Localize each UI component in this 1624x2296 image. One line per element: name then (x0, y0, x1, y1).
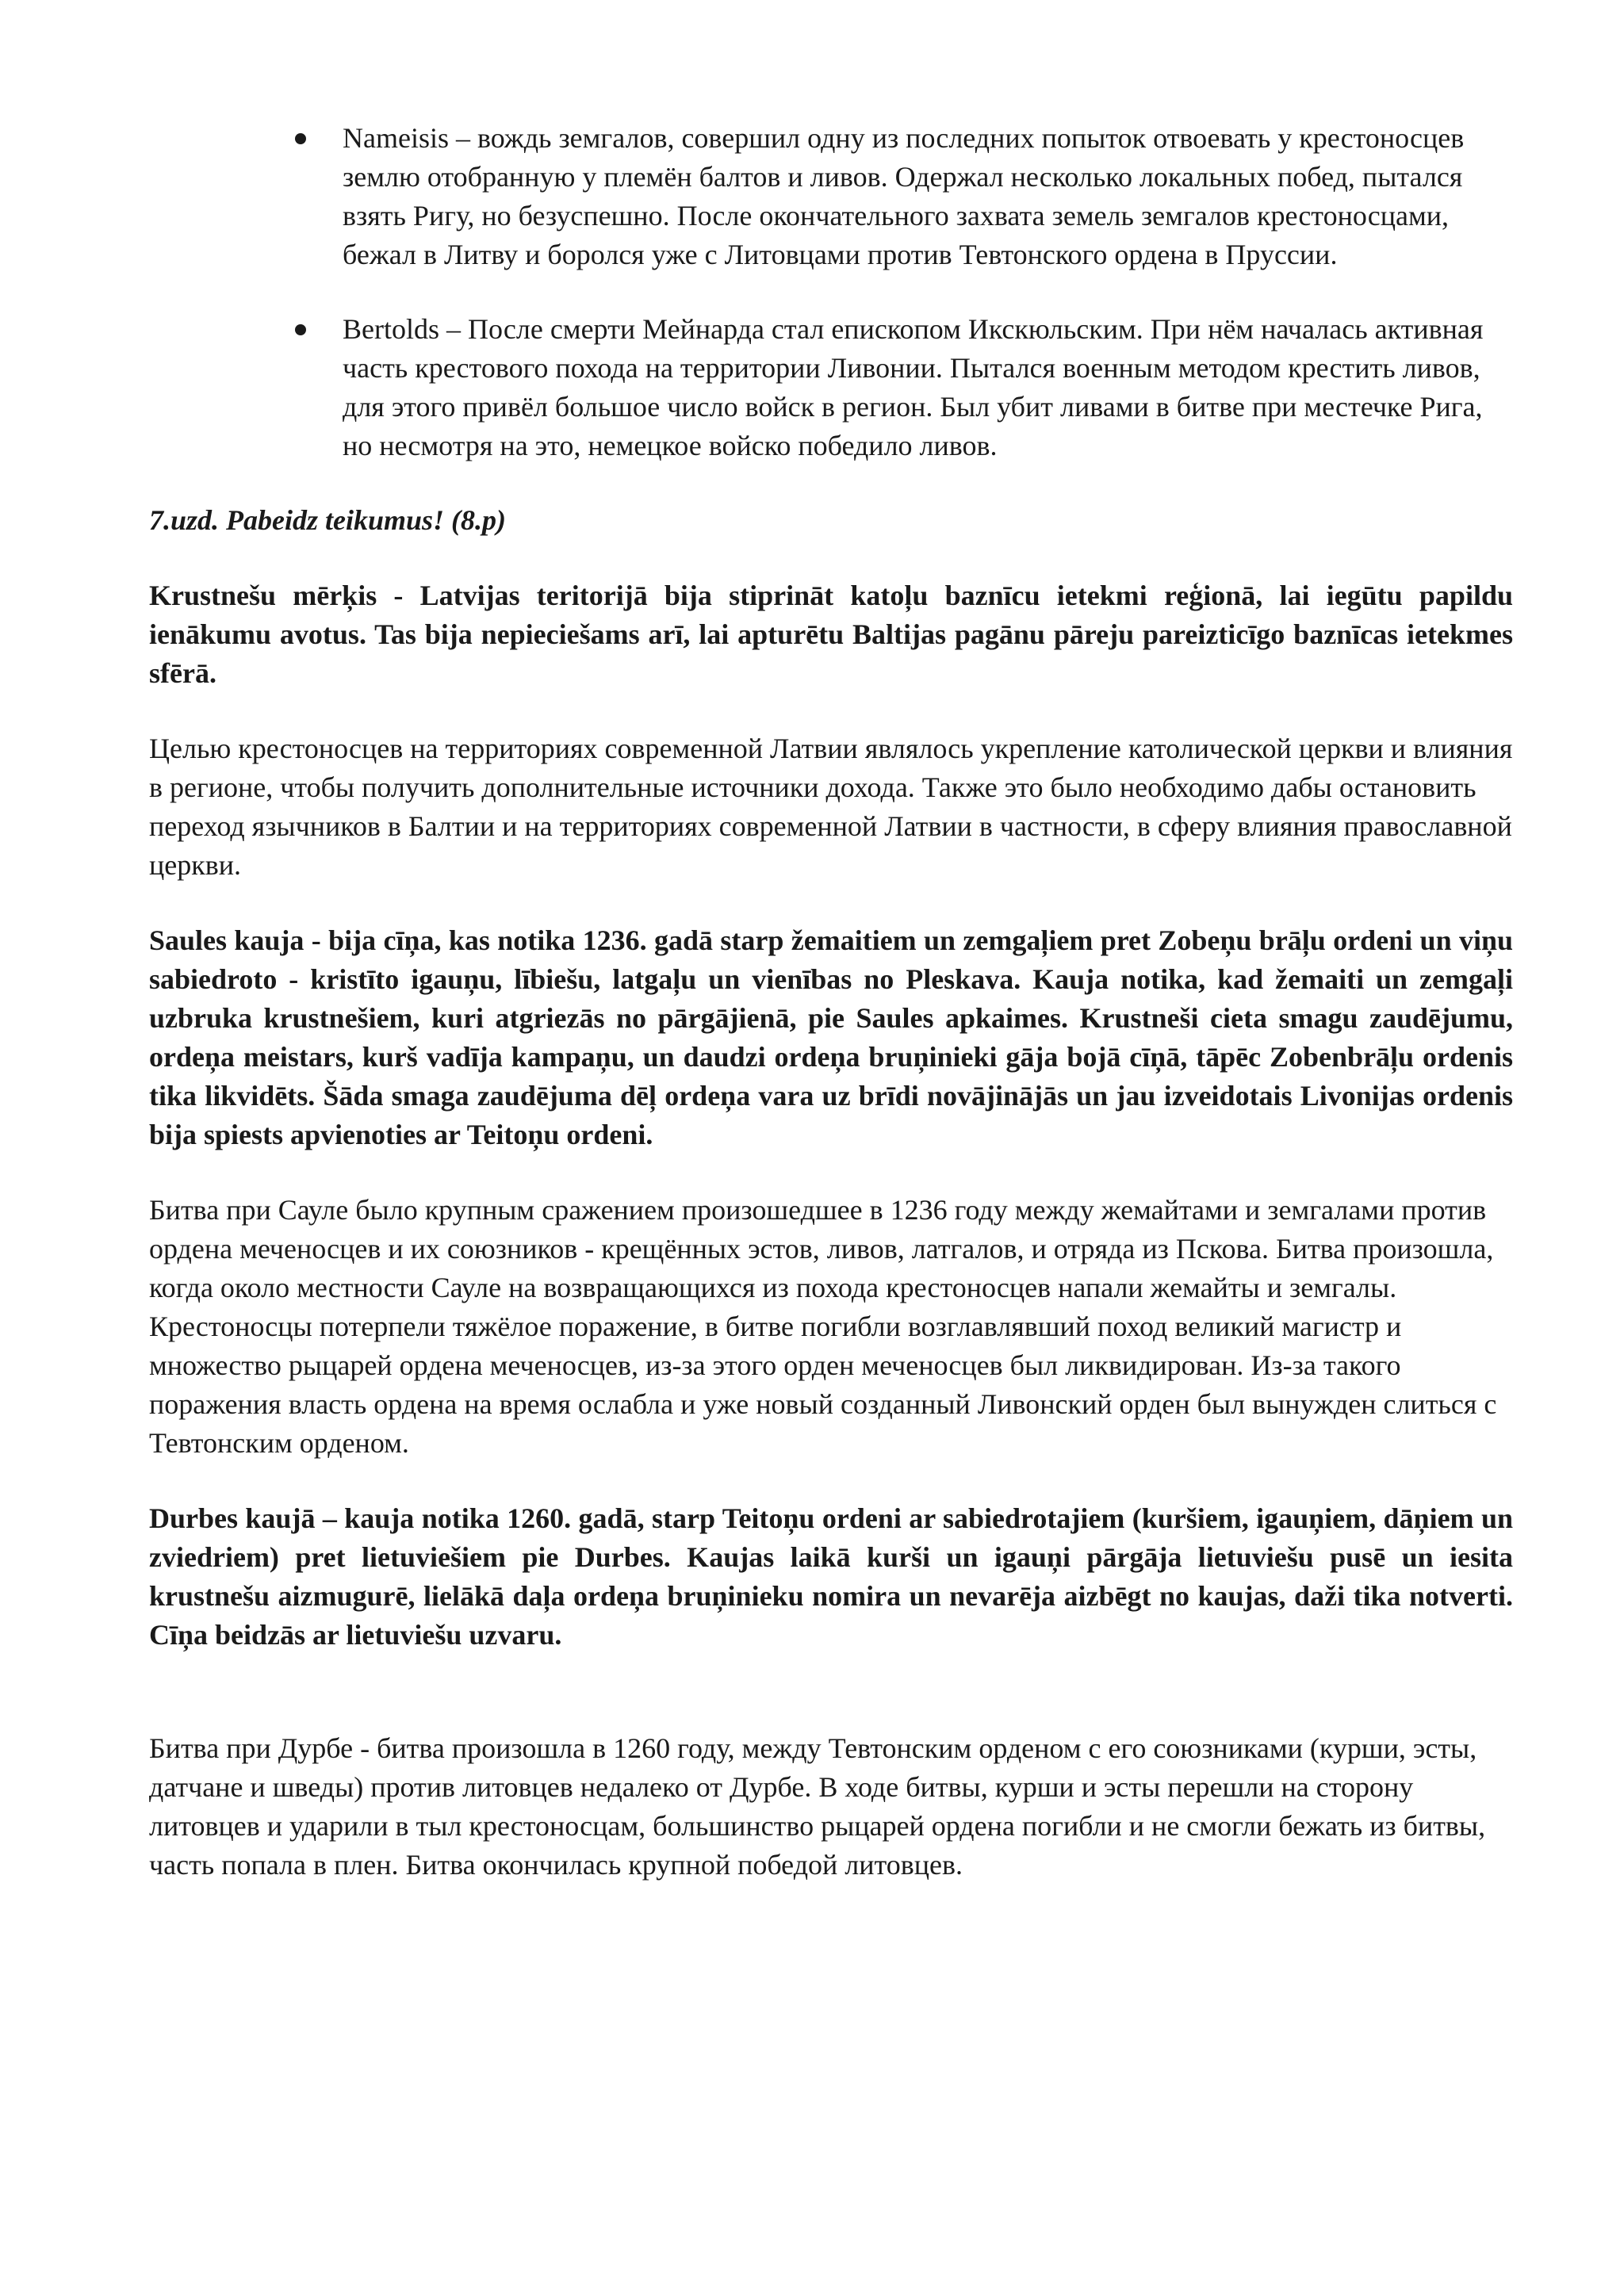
bullet-text: – После смерти Мейнарда стал епископом Икскюльским. При нём началась активная часть крестового похода на территории Ливонии. Пытался военным методом крестить ливов, для этого привёл большое число войск в регион. Был убит ливами в битве при местечке Рига, но несмотря на это, немецкое войско победило ливов. (343, 313, 1484, 461)
bullet-list (149, 119, 1513, 465)
bullet-term: Bertolds (343, 313, 439, 345)
bullet-item-nameisis (149, 119, 1513, 274)
bullet-dot-icon (295, 133, 306, 144)
paragraph-saule-battle-lv: Saules kauja - bija cīņa, kas notika 1236. gadā starp žemaitiem un zemgaļiem pret Zobeņu brāļu ordeni un viņu sabiedroto - kristīto igauņu, lībiešu, latgaļu un vienības no Pleskava. Kauja notika, kad žemaiti un zemgaļi uzbruka krustnešiem, kuri atgriezās no pārgājienā, pie Saules apkaimes. Krustneši cieta smagu zaudējumu, ordeņa meistars, kurš vadīja kampaņu, un daudzi ordeņa bruņinieki gāja bojā cīņā, tāpēc Zobenbrāļu ordenis tika likvidēts. Šāda smaga zaudējuma dēļ ordeņa vara uz brīdi novājinājās un jau izveidotais Livonijas ordenis bija spiests apvienoties ar Teitoņu ordeni. (149, 924, 1513, 1150)
bullet-item-bertolds (149, 310, 1513, 465)
document-page (149, 119, 1513, 1921)
paragraph-durbe-battle-lv: Durbes kaujā – kauja notika 1260. gadā, starp Teitoņu ordeni ar sabiedrotajiem (kuršiem, igauņiem, dāņiem un zviedriem) pret lietuviešiem pie Durbes. Kaujas laikā kurši un igauņi pārgāja lietuviešu pusē un iesita krustnešu aizmugurē, lielākā daļa ordeņa bruņinieku nomira un nevarēja aizbēgt no kaujas, daži tika notverti. Cīņa beidzās ar lietuviešu uzvaru. (149, 1502, 1513, 1651)
paragraph-crusaders-goal-ru: Целью крестоносцев на территориях современной Латвии являлось укрепление католической церкви и влияния в регионе, чтобы получить дополнительные источники дохода. Также это было необходимо дабы остановить переход язычников в Балтии и на территориях современной Латвии в частности, в сферу влияния православной церкви. (149, 733, 1513, 881)
paragraph-durbe-battle-ru: Битва при Дурбе - битва произошла в 1260 году, между Тевтонским орденом с его союзниками (курши, эсты, датчане и шведы) против литовцев недалеко от Дурбе. В ходе битвы, курши и эсты перешли на сторону литовцев и ударили в тыл крестоносцам, большинство рыцарей ордена погибли и не смогли бежать из битвы, часть попала в плен. Битва окончилась крупной победой литовцев. (149, 1732, 1486, 1881)
task-heading: 7.uzd. Pabeidz teikumus! (8.p) (149, 504, 507, 536)
bullet-dot-icon (295, 324, 306, 335)
paragraph-crusaders-goal-lv: Krustnešu mērķis - Latvijas teritorijā bija stiprināt katoļu baznīcu ietekmi reģionā, lai iegūtu papildu ienākumu avotus. Tas bija nepieciešams arī, lai apturētu Baltijas pagānu pāreju pareizticīgo baznīcas ietekmes sfērā. (149, 580, 1513, 689)
paragraph-saule-battle-ru: Битва при Сауле было крупным сражением произошедшее в 1236 году между жемайтами и земгалами против ордена меченосцев и их союзников - крещённых эстов, ливов, латгалов, и отряда из Пскова. Битва произошла, когда около местности Сауле на возвращающихся из похода крестоносцев напали жемайты и земгалы. Крестоносцы потерпели тяжёлое поражение, в битве погибли возглавлявший поход великий магистр и множество рыцарей ордена меченосцев, из-за этого орден меченосцев был ликвидирован. Из-за такого поражения власть ордена на время ослабла и уже новый созданный Ливонский орден был вынужден слиться с Тевтонским орденом. (149, 1194, 1497, 1459)
bullet-term: Nameisis (343, 122, 449, 154)
bullet-text: – вождь земгалов, совершил одну из последних попыток отвоевать у крестоносцев землю отобранную у племён балтов и ливов. Одержал несколько локальных побед, пытался взять Ригу, но безуспешно. После окончательного захвата земель земгалов крестоносцами, бежал в Литву и боролся уже с Литовцами против Тевтонского ордена в Пруссии. (343, 122, 1465, 270)
